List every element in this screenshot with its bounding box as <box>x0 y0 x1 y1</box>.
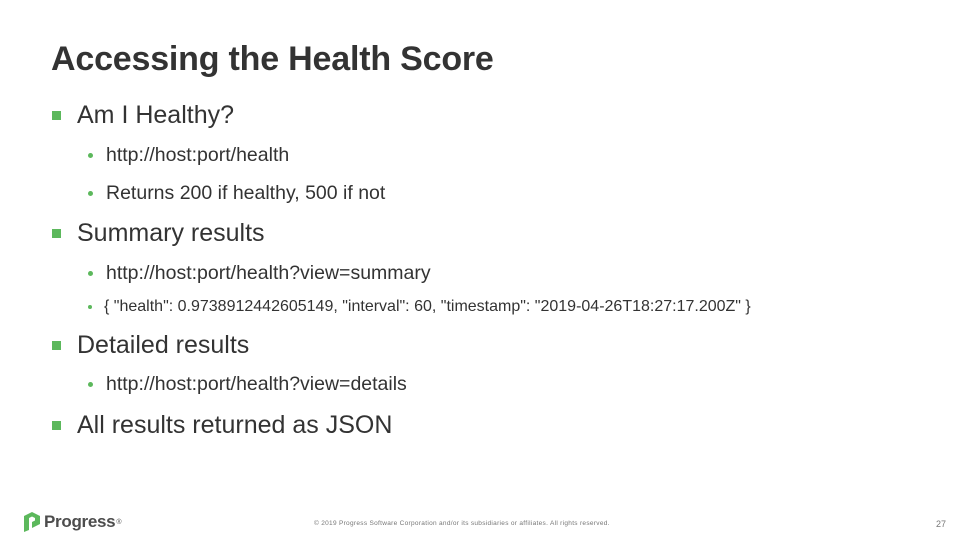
logo-registered-mark: ® <box>116 518 122 526</box>
dot-bullet-icon <box>88 153 93 158</box>
bullet-text: Detailed results <box>77 331 250 359</box>
sub-bullet-health-url <box>88 144 289 167</box>
bullet-text: Am I Healthy? <box>77 101 235 129</box>
square-bullet-icon <box>52 229 61 238</box>
bullet-text: { "health": 0.9738912442605149, "interval": 60, "timestamp": "2019-04-26T18:27:17.200Z" } <box>104 298 751 315</box>
square-bullet-icon <box>52 421 61 430</box>
bullet-detailed-results <box>52 331 249 360</box>
dot-bullet-icon <box>88 191 93 196</box>
copyright-text: © 2019 Progress Software Corporation and/or its subsidiaries or affiliates. All rights reserved. <box>314 520 610 527</box>
progress-logo <box>24 512 121 532</box>
bullet-text: All results returned as JSON <box>77 411 393 439</box>
dot-bullet-icon <box>88 305 92 309</box>
bullet-json <box>52 411 392 440</box>
bullet-text: http://host:port/health?view=summary <box>106 262 431 284</box>
sub-bullet-summary-json <box>88 298 751 316</box>
bullet-summary-results <box>52 219 265 248</box>
bullet-text: Summary results <box>77 219 265 247</box>
bullet-text: Returns 200 if healthy, 500 if not <box>106 182 386 204</box>
bullet-am-i-healthy <box>52 101 234 130</box>
sub-bullet-summary-url <box>88 262 431 285</box>
sub-bullet-details-url <box>88 373 407 396</box>
progress-logo-icon <box>24 512 40 532</box>
dot-bullet-icon <box>88 271 93 276</box>
square-bullet-icon <box>52 341 61 350</box>
dot-bullet-icon <box>88 382 93 387</box>
logo-text: Progress <box>44 512 116 531</box>
square-bullet-icon <box>52 111 61 120</box>
bullet-text: http://host:port/health?view=details <box>106 373 407 395</box>
bullet-text: http://host:port/health <box>106 144 290 166</box>
sub-bullet-returns <box>88 182 385 205</box>
slide-title: Accessing the Health Score <box>51 40 494 78</box>
page-number: 27 <box>936 519 947 529</box>
